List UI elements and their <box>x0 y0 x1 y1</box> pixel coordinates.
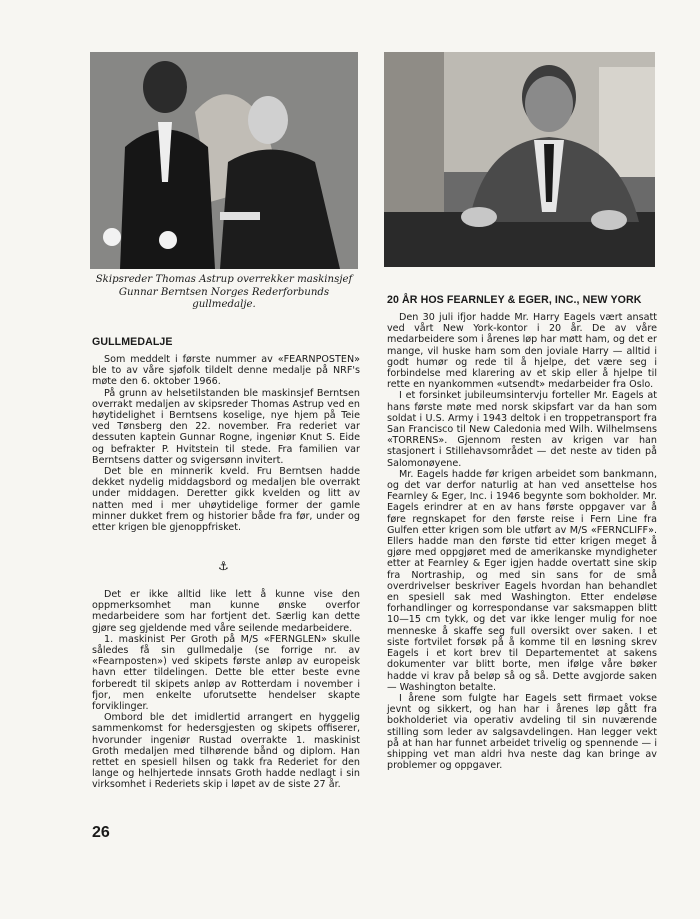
paragraph: Det ble en minnerik kveld. Fru Berntsen hadde dekket nydelig middagsbord og medaljen ble overrakt under middagen. Deretter gikk kvelden og litt av natten med i mer uhøytidelige former der gamle minner dukket frem og historier både fra før, under og etter krigen ble gjenoppfrisket. <box>92 466 360 534</box>
paragraph: I årene som fulgte har Eagels sett firmaet vokse jevnt og sikkert, og han har i årenes løp gått fra bokholderiet via operativ avdeling til sin nuværende stilling som leder av salgsavdelingen. Han legger vekt på at han har funnet arbeidet trivelig og spennende — i shipping vet man aldri hva neste dag kan bringe av problemer og oppgaver. <box>387 692 657 772</box>
paragraph: Den 30 juli ifjor hadde Mr. Harry Eagels vært ansatt ved vårt New York-kontor i 20 år. De av våre medarbeidere som i årenes løp har møtt ham, og det er mange, vil huske ham som den joviale Harry — alltid i godt humør og rede til å hjelpe, det være seg i forbindelse med klarering av et skip eller å hjelpe til rette en nyankommen «utsendt» medarbeider fra Oslo. <box>387 312 657 391</box>
page-number: 26 <box>92 824 110 841</box>
section-title-gullmedalje: GULLMEDALJE <box>92 336 173 348</box>
medal-ceremony-photo <box>90 52 358 269</box>
paragraph: Mr. Eagels hadde før krigen arbeidet som bankmann, og det var derfor naturlig at han ved ansettelse hos Fearnley & Eger, Inc. i 1946 begynte som bokholder. Mr. Eagels erindrer at en av hans første oppgaver var å føre regnskapet for den første reise i Fern Line fra Gulfen etter krigen som ble utført av M/S «FERNCLIFF». Ellers hadde man den første tid etter krigen meget å gjøre med oppgjøret med de amerikanske myndigheter etter at Fearnley & Eger igjen hadde overtatt sine skip fra Nortraship, og med sin sans for de små overdrivelser beskriver Eagels hvordan han behandlet en spesiell sak med Washington. Etter endeløse forhandlinger og korrespondanse var saksmappen blitt 10—15 cm tykk, og det var ikke lenger mulig for noe menneske å skaffe seg full oversikt over saken. I et siste fortvilet forsøk på å komme til en løsning skrev Eagels i et kort brev til Departementet at sakens dokumenter var blitt borte, men ifølge våre bøker hadde vi krav på beløp så og så. Dette avgjorde saken — Washington betalte. <box>387 468 657 693</box>
paragraph: Som meddelt i første nummer av «FEARNPOSTEN» ble to av våre sjøfolk tildelt denne medalje på NRF's møte den 6. oktober 1966. <box>92 354 360 388</box>
section-title-20-years: 20 ÅR HOS FEARNLEY & EGER, INC., NEW YORK <box>387 294 642 306</box>
groth-medal-article <box>92 589 360 791</box>
gullmedalje-article <box>92 354 360 533</box>
photo-caption: Skipsreder Thomas Astrup overrekker maskinsjef Gunnar Berntsen Norges Rederforbunds gullmedalje. <box>95 274 353 310</box>
paragraph: Ombord ble det imidlertid arrangert en hyggelig sammenkomst for hedersgjesten og skipets offiserer, hvorunder ingeniør Rustad overrakte 1. maskinist Groth medaljen med tilhørende bånd og diplom. Han rettet en spesiell hilsen og takk fra Rederiet for den lange og helhjertede innsats Groth hadde nedlagt i sin virksomhet i Rederiets skip i løpet av de siste 27 år. <box>92 712 360 791</box>
paragraph: I et forsinket jubileumsintervju forteller Mr. Eagels at hans første møte med norsk skipsfart var da han som soldat i U.S. Army i 1943 deltok i en troppetransport fra San Francisco til New Caledonia med Wilh. Wilhelmsens «TORRENS». Gjennom resten av krigen var han stasjonert i Stillehavsområdet — det neste av tiden på Salomonøyene. <box>387 390 657 469</box>
anchor-icon: ⚓ <box>218 559 229 573</box>
paragraph: På grunn av helsetilstanden ble maskinsjef Berntsen overrakt medaljen av skipsreder Thomas Astrup ved en høytidelighet i Berntsens koselige, nye hjem på Teie ved Tønsberg den 22. november. Fra rederiet var dessuten kaptein Gunnar Rogne, ingeniør Knut S. Eide og befrakter P. Hvitstein til stede. Fra familien var Berntsens datter og svigersønn invitert. <box>92 387 360 466</box>
paragraph: Det er ikke alltid like lett å kunne vise den oppmerksomhet man kunne ønske overfor medarbeidere som har fortjent det. Særlig kan dette gjøre seg gjeldende med våre seilende medarbeidere. <box>92 589 360 634</box>
paragraph: 1. maskinist Per Groth på M/S «FERNGLEN» skulle således få sin gullmedalje (se forrige nr. av «Fearnposten») ved skipets første anløp av europeisk havn etter tildelingen. Dette ble etter beste evne forberedt til skipets anløp av Rotterdam i november i fjor, men enkelte uforutsette hendelser skapte forviklinger. <box>92 633 360 713</box>
harry-eagels-portrait-photo <box>384 52 655 267</box>
eagels-article <box>387 312 657 771</box>
